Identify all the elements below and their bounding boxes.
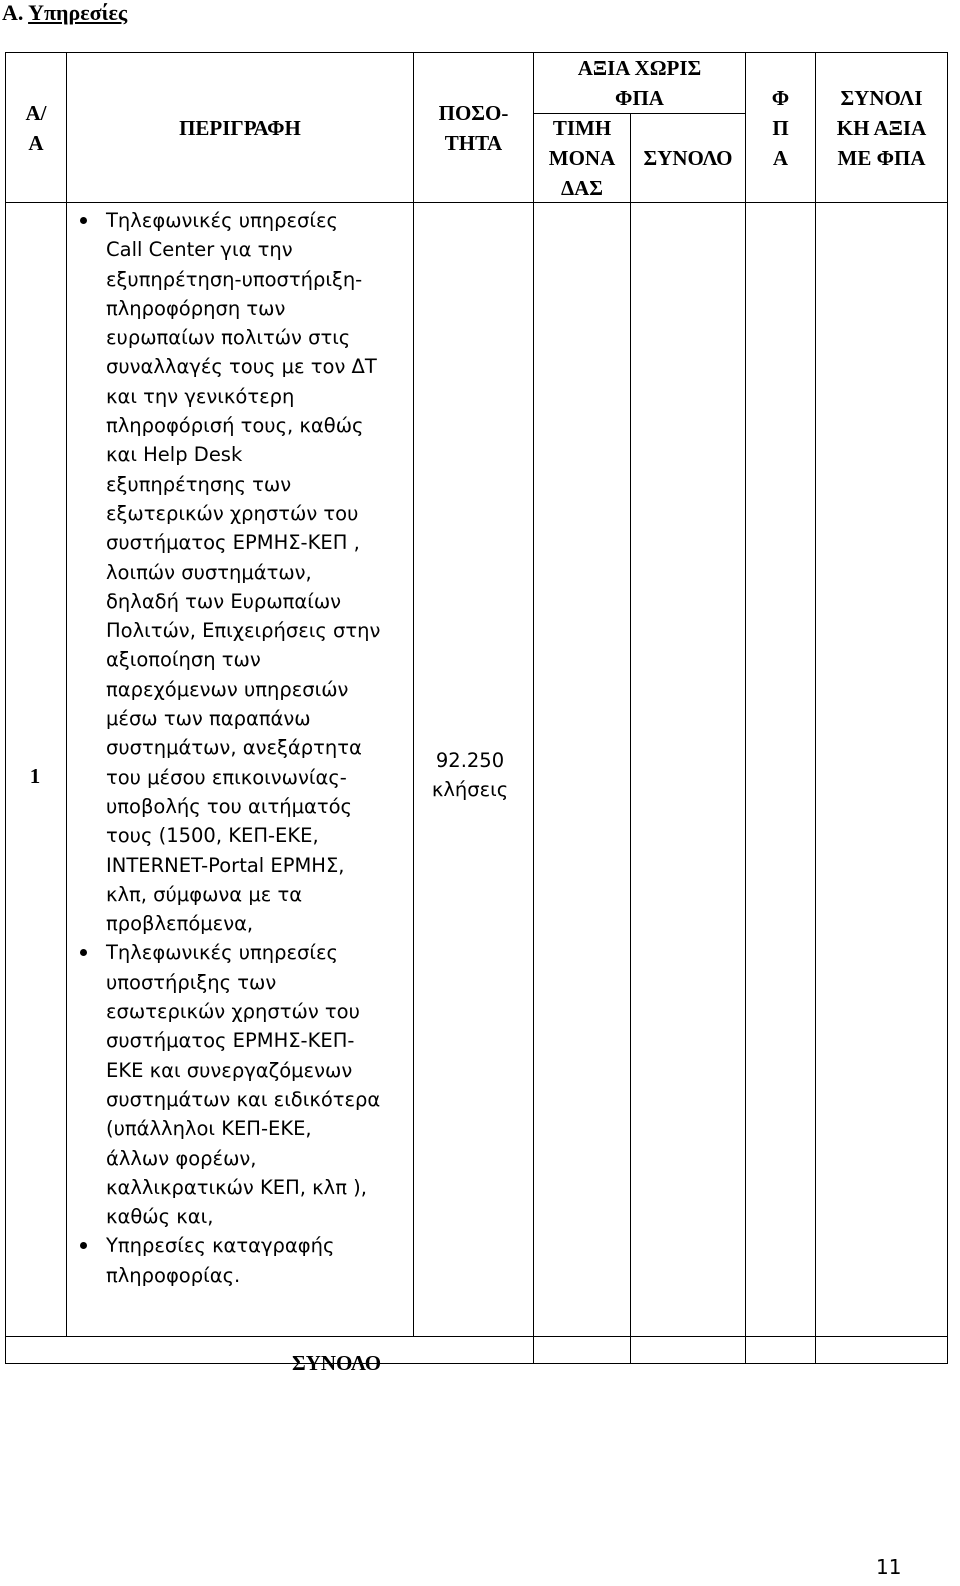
description-line: και την γενικότερη <box>106 384 295 408</box>
description-line: (υπάλληλοι ΚΕΠ-ΕΚΕ, <box>106 1117 312 1141</box>
header-grand-total-line: ΜΕ ΦΠΑ <box>837 145 926 170</box>
description-line: Υπηρεσίες καταγραφής <box>106 1234 335 1258</box>
description-line: συστήματος ΕΡΜΗΣ-ΚΕΠ , <box>106 531 360 555</box>
header-vat-line: Φ <box>771 85 790 110</box>
description-line: προβλεπόμενα, <box>106 912 254 936</box>
header-aa <box>6 53 66 202</box>
section-heading <box>2 0 127 26</box>
description-line: Τηλεφωνικές υπηρεσίες <box>106 941 338 965</box>
header-quantity <box>414 53 533 202</box>
header-description-label: ΠΕΡΙΓΡΑΦΗ <box>179 115 301 140</box>
bullet-dot-icon <box>80 1242 87 1249</box>
description-line: αξιοποίηση των <box>106 648 261 672</box>
description-line: άλλων φορέων, <box>106 1146 257 1170</box>
header-quantity-line: ΤΗΤΑ <box>444 130 503 155</box>
description-line: εξυπηρέτηση-υποστήριξη- <box>106 267 363 291</box>
header-aa-line: Α <box>28 130 44 155</box>
description-line: πληροφορίας. <box>106 1263 241 1287</box>
description-line: INTERNET-Portal ΕΡΜΗΣ, <box>106 853 345 877</box>
header-description <box>67 53 413 202</box>
header-value-without-vat <box>534 53 745 113</box>
header-total <box>631 114 745 202</box>
description-line: τους (1500, ΚΕΠ-ΕΚΕ, <box>106 824 319 848</box>
description-line: παρεχόμενων υπηρεσιών <box>106 677 349 701</box>
header-total-label: ΣΥΝΟΛΟ <box>643 146 733 170</box>
description-line: καλλικρατικών ΚΕΠ, κλπ ), <box>106 1175 367 1199</box>
description-bullet-item <box>73 938 413 1231</box>
description-line: κλπ, σύμφωνα με τα <box>106 882 303 906</box>
description-line: μέσω των παραπάνω <box>106 707 311 731</box>
description-line: του μέσου επικοινωνίας- <box>106 765 347 789</box>
description-line: πληροφόρισή τους, καθώς <box>106 414 364 438</box>
row-number: 1 <box>29 764 41 788</box>
total-row-label: ΣΥΝΟΛΟ <box>292 1351 382 1375</box>
description-line: καθώς και, <box>106 1205 214 1229</box>
header-unit-price-line: ΤΙΜΗ <box>552 116 612 140</box>
description-line: Call Center για την <box>106 238 293 262</box>
description-line: λοιπών συστημάτων, <box>106 560 312 584</box>
header-vat-line: Α <box>772 145 789 170</box>
quantity-unit: κλήσεις <box>431 778 509 801</box>
description-line: Τηλεφωνικές υπηρεσίες <box>106 209 338 232</box>
row-quantity <box>420 746 520 804</box>
description-line: Πολιτών, Επιχειρήσεις στην <box>106 619 381 643</box>
description-line: συστημάτων, ανεξάρτητα <box>106 736 362 760</box>
quantity-value: 92.250 <box>435 749 505 772</box>
description-line: υποστήριξης των <box>106 970 277 994</box>
bullet-dot-icon <box>80 217 87 224</box>
description-line: δηλαδή των Ευρωπαίων <box>106 589 342 613</box>
description-line: και Help Desk <box>106 443 243 467</box>
section-title: Υπηρεσίες <box>28 0 128 25</box>
description-line: συναλλαγές τους με τον ΔΤ <box>106 355 377 379</box>
description-line: εσωτερικών χρηστών του <box>106 1000 360 1024</box>
description-line: πληροφόρηση των <box>106 296 286 320</box>
header-unit-price-line: ΜΟΝΑ <box>548 146 616 170</box>
header-grand-total-line: ΣΥΝΟΛΙ <box>840 85 923 110</box>
header-aa-line: Α/ <box>25 100 47 125</box>
header-value-line: ΦΠΑ <box>615 86 664 110</box>
description-line: ευρωπαίων πολιτών στις <box>106 326 351 350</box>
description-line: ΕΚΕ και συνεργαζόμενων <box>106 1058 353 1082</box>
page-number: 11 <box>876 1555 902 1579</box>
header-unit-price <box>534 114 630 202</box>
header-unit-price-line: ΔΑΣ <box>560 176 604 200</box>
description-bullet-item <box>73 1231 413 1290</box>
header-vat <box>746 53 815 202</box>
bullet-dot-icon <box>80 949 87 956</box>
header-quantity-line: ΠΟΣΟ- <box>438 100 509 125</box>
description-line: εξωτερικών χρηστών του <box>106 501 359 525</box>
header-vat-line: Π <box>772 115 789 140</box>
header-value-line: ΑΞΙΑ ΧΩΡΙΣ <box>577 56 702 80</box>
description-line: συστημάτων και ειδικότερα <box>106 1087 381 1111</box>
section-prefix: Α. <box>2 0 24 25</box>
description-bullet-item <box>73 206 413 938</box>
header-grand-total <box>816 53 947 202</box>
header-grand-total-line: ΚΗ ΑΞΙΑ <box>836 115 927 140</box>
row-description <box>73 206 413 1290</box>
description-line: εξυπηρέτησης των <box>106 472 292 496</box>
description-line: υποβολής του αιτήματός <box>106 794 352 818</box>
description-line: συστήματος ΕΡΜΗΣ-ΚΕΠ- <box>106 1029 355 1053</box>
